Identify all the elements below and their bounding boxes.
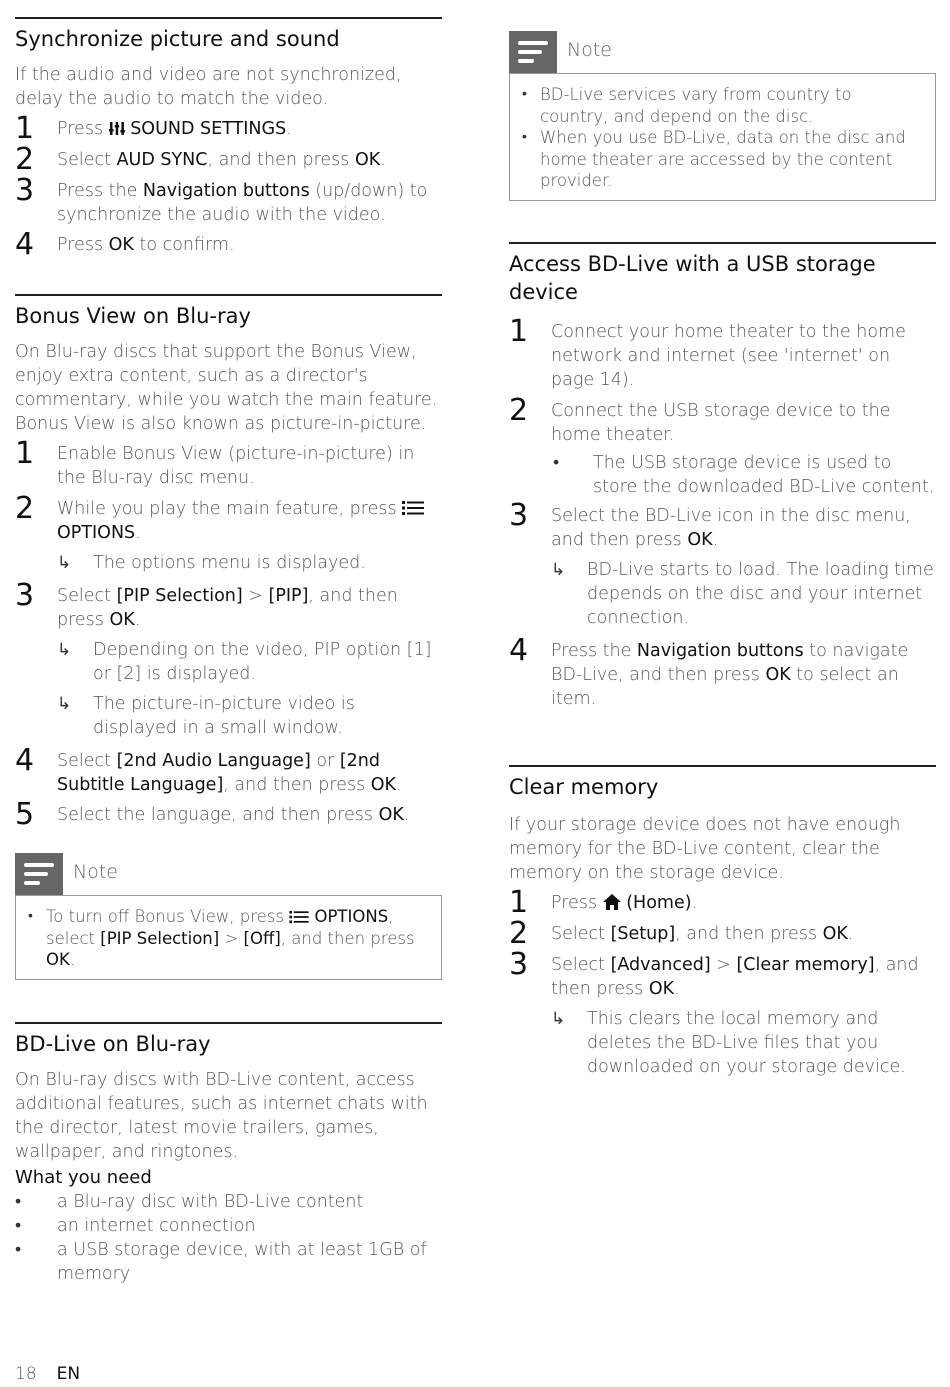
step	[509, 885, 936, 920]
needs-list	[15, 1190, 442, 1286]
section-title: Bonus View on Blu-ray	[15, 304, 251, 328]
result-line	[551, 1007, 936, 1079]
step	[509, 498, 936, 630]
note-text: When you use BD-Live, data on the disc and home theater are accessed by the content provider.	[540, 128, 906, 190]
language-code: EN	[56, 1364, 81, 1384]
step-text: Select	[57, 586, 117, 606]
step-emphasis: OK	[378, 805, 404, 825]
section-synchronize	[15, 17, 442, 262]
note-bd-live	[509, 31, 936, 201]
step-text: Press	[57, 235, 109, 255]
note-text: .	[69, 950, 76, 969]
section-bd-live	[15, 1022, 442, 1286]
step-number: 3	[15, 173, 35, 208]
step-text: , and then press	[551, 955, 919, 999]
step-number: 1	[15, 436, 35, 471]
step-number: 1	[15, 111, 35, 146]
step-emphasis: OPTIONS	[57, 523, 136, 543]
bullet-icon: •	[15, 1216, 22, 1236]
note-item	[520, 84, 925, 127]
step-emphasis: Navigation buttons	[142, 181, 310, 201]
note-text: , and then press	[280, 928, 415, 948]
result-line	[57, 692, 442, 740]
step	[15, 111, 442, 146]
result-text: The picture-in-picture video is displayed in a small window.	[93, 694, 355, 738]
step-text: Select	[57, 751, 117, 771]
step-emphasis: Navigation buttons	[636, 641, 804, 661]
step-emphasis: [Advanced]	[610, 955, 711, 975]
section-title: Synchronize picture and sound	[15, 27, 340, 51]
step-number: 5	[15, 797, 35, 832]
step-emphasis: [PIP Selection]	[116, 586, 243, 606]
list-item-text: a Blu-ray disc with BD-Live content	[57, 1192, 364, 1212]
step	[509, 393, 936, 499]
note-text: >	[219, 928, 244, 948]
section-title: Access BD-Live with a USB storage device	[509, 252, 876, 304]
step-text: (up/down) to synchronize the audio with the video.	[57, 181, 428, 225]
bullet-icon: •	[522, 86, 527, 102]
step-text: , and then press	[207, 150, 355, 170]
section-bonus-view	[15, 294, 442, 832]
step-number: 4	[509, 633, 529, 668]
what-you-need-label: What you need	[15, 1167, 152, 1188]
note-emphasis: [PIP Selection]	[100, 928, 220, 948]
step-number: 2	[509, 393, 529, 428]
step-number: 1	[509, 314, 529, 349]
step-text: Press the	[551, 641, 637, 661]
result-text: This clears the local memory and deletes the BD-Live files that you downloaded on your storage device.	[587, 1009, 906, 1077]
sub-bullet-text: The USB storage device is used to store the downloaded BD-Live content.	[593, 453, 935, 497]
sound-settings-icon	[109, 121, 125, 136]
step-emphasis: [Setup]	[610, 924, 676, 944]
step-emphasis: AUD SYNC	[116, 150, 208, 170]
step-text: Connect the USB storage device to the home theater.	[551, 401, 891, 445]
note-icon	[509, 31, 557, 73]
step-text: .	[847, 924, 854, 944]
step-text: , and then press	[223, 775, 371, 795]
bullet-icon: •	[28, 908, 33, 924]
note-header	[15, 853, 442, 895]
result-line	[57, 551, 442, 575]
result-arrow-icon: ↳	[57, 553, 72, 573]
note-body	[15, 895, 442, 980]
step	[509, 916, 936, 951]
bullet-icon: •	[522, 129, 527, 145]
note-body	[509, 73, 936, 201]
step-text: , and then press	[675, 924, 823, 944]
step-emphasis: OK	[648, 979, 675, 999]
step-number: 3	[509, 498, 529, 533]
step	[15, 743, 442, 797]
note-emphasis: OK	[46, 950, 70, 969]
page-number: 18	[15, 1364, 37, 1384]
sub-bullet	[551, 451, 936, 499]
note-item	[26, 906, 431, 971]
step-text: Select	[551, 955, 611, 975]
step-text: >	[710, 955, 737, 975]
note-title: Note	[73, 861, 118, 883]
section-intro: On Blu-ray discs that support the Bonus View, enjoy extra content, such as a director's commentary, while you watch the main feature. Bonus View is also known as picture-in-picture.	[15, 342, 438, 434]
step-number: 3	[15, 578, 35, 613]
result-text: BD-Live starts to load. The loading time depends on the disc and your internet connection.	[587, 560, 934, 628]
result-arrow-icon: ↳	[57, 640, 72, 660]
note-text: To turn off Bonus View, press	[46, 907, 290, 926]
note-text: BD-Live services vary from country to country, and depend on the disc.	[540, 85, 852, 126]
step-emphasis: OK	[354, 150, 381, 170]
step-text: .	[135, 523, 141, 543]
step	[509, 314, 936, 392]
section-title: BD-Live on Blu-ray	[15, 1032, 211, 1056]
step-text: .	[691, 893, 698, 913]
step-text: to confirm.	[133, 235, 235, 255]
step-emphasis: SOUND SETTINGS	[130, 119, 287, 139]
list-item	[15, 1214, 442, 1238]
step-text: .	[380, 150, 386, 170]
result-arrow-icon: ↳	[57, 694, 72, 714]
step-text: .	[286, 119, 292, 139]
step-emphasis: OK	[822, 924, 848, 944]
note-text: , select	[46, 907, 394, 948]
step-text: Press	[57, 119, 109, 139]
section-title: Clear memory	[509, 775, 659, 799]
bullet-icon: •	[15, 1240, 22, 1260]
result-arrow-icon: ↳	[551, 1009, 566, 1029]
step	[15, 436, 442, 490]
step-text: Connect your home theater to the home network and internet (see 'internet' on page 14).	[551, 322, 906, 390]
step-text: Press the	[57, 181, 143, 201]
step	[15, 578, 442, 740]
step-text: Select	[551, 924, 611, 944]
step-text: .	[712, 530, 719, 550]
step-text: Select the BD-Live icon in the disc menu, and then press	[551, 506, 911, 550]
result-text: The options menu is displayed.	[93, 553, 366, 573]
note-bonus-view	[15, 853, 442, 980]
step	[15, 491, 442, 575]
note-icon	[15, 853, 63, 895]
bullet-icon: •	[15, 1192, 22, 1212]
result-line	[57, 638, 442, 686]
step-emphasis: OK	[765, 665, 791, 685]
step-number: 3	[509, 947, 529, 982]
result-arrow-icon: ↳	[551, 560, 566, 580]
options-icon	[402, 500, 424, 516]
page-footer	[15, 1364, 80, 1384]
step-text: Select the language, and then press	[57, 805, 379, 825]
step-text: .	[396, 775, 402, 795]
options-icon	[289, 910, 309, 924]
step	[15, 142, 442, 177]
step-emphasis: [2nd Subtitle Language]	[57, 751, 380, 795]
step-text: Select	[57, 150, 117, 170]
step-emphasis: [2nd Audio Language]	[116, 751, 311, 771]
list-item	[15, 1238, 442, 1286]
step-text: >	[242, 586, 269, 606]
step	[509, 633, 936, 711]
step-number: 2	[15, 491, 35, 526]
step-emphasis: OK	[370, 775, 397, 795]
step-text: to navigate BD-Live, and then press	[551, 641, 909, 685]
step-text: , and then press	[57, 586, 398, 630]
step-emphasis: OK	[109, 610, 135, 630]
step-text: to select an item.	[551, 665, 899, 709]
note-emphasis: [Off]	[243, 928, 281, 948]
step	[15, 227, 442, 262]
note-emphasis: OPTIONS	[314, 907, 389, 926]
list-item-text: a USB storage device, with at least 1GB of memory	[57, 1240, 427, 1284]
result-line	[551, 558, 936, 630]
step-number: 1	[509, 885, 529, 920]
note-item	[520, 127, 925, 192]
list-item	[15, 1190, 442, 1214]
step-text: .	[403, 805, 410, 825]
section-clear-memory	[509, 765, 936, 1079]
step-emphasis: OK	[687, 530, 713, 550]
step-emphasis: OK	[108, 235, 134, 255]
note-title: Note	[567, 39, 612, 61]
step-number: 2	[509, 916, 529, 951]
step-text: Enable Bonus View (picture-in-picture) in the Blu-ray disc menu.	[57, 444, 415, 488]
step-text: Press	[551, 893, 603, 913]
section-access-bd-live	[509, 242, 936, 711]
step-emphasis: [Clear memory]	[736, 955, 875, 975]
bullet-icon: •	[553, 453, 560, 473]
step-text: .	[134, 610, 141, 630]
step-number: 4	[15, 227, 35, 262]
step-text: or	[310, 751, 340, 771]
step	[509, 947, 936, 1079]
note-header	[509, 31, 936, 73]
step	[15, 173, 442, 227]
result-text: Depending on the video, PIP option [1] or [2] is displayed.	[93, 640, 432, 684]
step	[15, 797, 442, 832]
step-number: 4	[15, 743, 35, 778]
home-icon	[603, 894, 621, 910]
list-item-text: an internet connection	[57, 1216, 256, 1236]
step-text: While you play the main feature, press	[57, 499, 403, 519]
step-emphasis: [PIP]	[268, 586, 309, 606]
step-text: .	[674, 979, 680, 999]
step-emphasis: (Home)	[626, 893, 692, 913]
section-intro: On Blu-ray discs with BD-Live content, access additional features, such as internet chats with the director, latest movie trailers, games, wallpaper, and ringtones.	[15, 1070, 428, 1162]
step-number: 2	[15, 142, 35, 177]
section-intro: If the audio and video are not synchronized, delay the audio to match the video.	[15, 65, 402, 109]
section-intro: If your storage device does not have enough memory for the BD-Live content, clear the memory on the storage device.	[509, 815, 901, 883]
